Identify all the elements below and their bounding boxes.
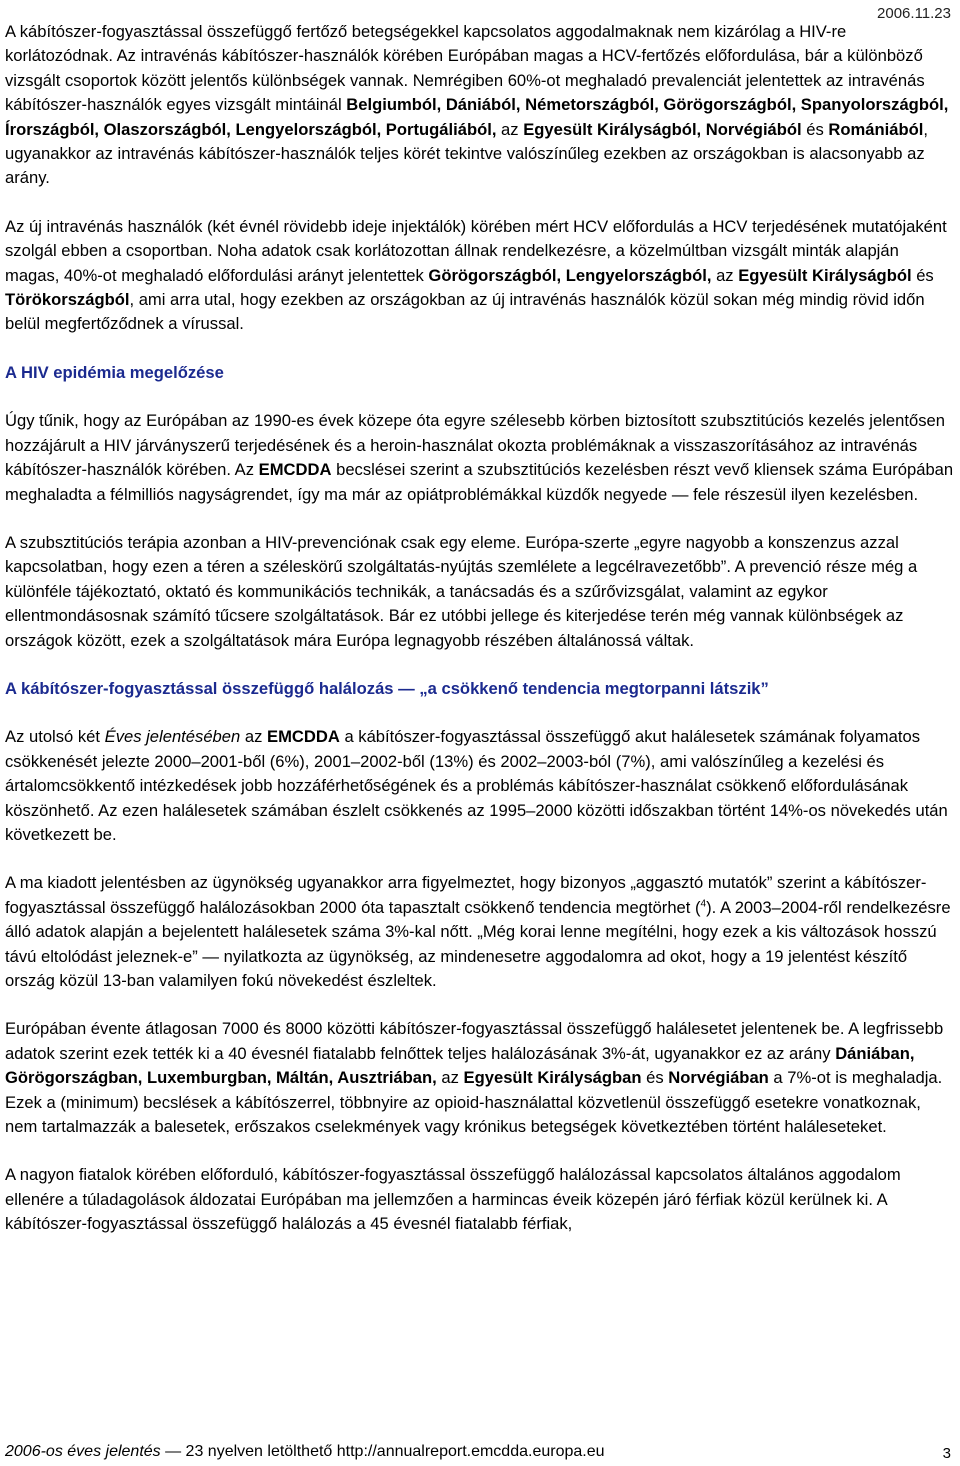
document-body	[5, 20, 957, 1261]
page-number: 3	[942, 1445, 951, 1462]
paragraph-prevention: A szubsztitúciós terápia azonban a HIV-prevenciónak csak egy eleme. Európa-szerte „egyre nagyobb a konszenzus azzal kapcsolatban, hogy ezen a téren a széleskörű szolgáltatás-nyújtás szemlélete a legcélravezetőbb”. A prevenció része még a különféle tájékoztató, oktató és kommunikációs technikák, a tanácsadás és a szűrővizsgálat, valamint az egykor ellentmondásosnak számító tűcsere szolgáltatások. Bár ez utóbbi jellege és kiterjedése terén még vannak különbségek az országok között, ezek a szolgáltatások mára Európa legnagyobb részében általánossá váltak.	[5, 532, 918, 650]
section-heading-hiv-prevention: A HIV epidémia megelőzése	[5, 362, 224, 382]
paragraph-hcv-prevalence: A kábítószer-fogyasztással összefüggő fertőző betegségekkel kapcsolatos aggodalmaknak nem kizárólag a HIV-re korlátozódnak. Az intravénás kábítószer-használók körében Európában magas a HCV-fertőzés előfordulása, bár a különböző vizsgált csoportok között jelentős különbségek vannak. Nemrégiben 60%-ot meghaladó prevalenciát jelentettek az intravénás kábítószer-használók egyes vizsgált mintáinál Belgiumból, Dániából, Németországból, Görögországból, Spanyolországból, Írországból, Olaszországból, Lengyelországból, Portugáliából, az Egyesült Királyságból, Norvégiából és Romániából, ugyanakkor az intravénás kábítószer-használók teljes körét tekintve valószínűleg ezekben az országokban is alacsonyabb az arány.	[5, 22, 949, 188]
paragraph-annual-deaths: Európában évente átlagosan 7000 és 8000 közötti kábítószer-fogyasztással összefüggő halálesetet jelentenek be. A legfrissebb adatok szerint ezek tették ki a 40 évesnél fiatalabb felnőttek teljes halálozásának 3%-át, ugyanakkor ez az arány Dániában, Görögországban, Luxemburgban, Máltán, Ausztriában, az Egyesült Királyságban és Norvégiában a 7%-ot is meghaladja. Ezek a (minimum) becslések a kábítószerrel, többnyire az opioid-használattal közvetlenül összefüggő esetekre vonatkoznak, nem tartalmazzák a balesetek, erőszakos cselekmények vagy krónikus betegségek következtében történt haláleseteket.	[5, 1019, 944, 1137]
page-footer: 2006-os éves jelentés — 23 nyelven letölthető http://annualreport.emcdda.europa.eu	[5, 1443, 605, 1460]
paragraph-new-users: Az új intravénás használók (két évnél rövidebb ideje injektálók) körében mért HCV előfordulás a HCV terjedésének mutatójaként szolgál ebben a csoportban. Noha adatok csak korlátozottan állnak rendelkezésre, a közelmúltban vizsgált minták alapján magas, 40%-ot meghaladó előfordulási arányt jelentettek Görögországból, Lengyelországból, az Egyesült Királyságból és Törökországból, ami arra utal, hogy ezekben az országokban az új intravénás használók közül sokan még mindig rövid időn belül megfertőződnek a vírussal.	[5, 216, 947, 334]
paragraph-young-victims: A nagyon fiatalok körében előforduló, kábítószer-fogyasztással összefüggő halálozással kapcsolatos általános aggodalom ellenére a túladagolások áldozatai Európában ma jellemzően a harmincas éveik közepén járó férfiak közül kerülnek ki. A kábítószer-fogyasztással összefüggő halálozás a 45 évesnél fiatalabb férfiak,	[5, 1165, 901, 1234]
footnote-ref: 4	[700, 898, 707, 910]
print-date: 2006.11.23	[877, 5, 951, 22]
paragraph-warning: A ma kiadott jelentésben az ügynökség ugyanakkor arra figyelmeztet, hogy bizonyos „aggasztó mutatók” szerint a kábítószer-fogyasztással összefüggő halálozásokban 2000 óta tapasztalt csökkenő tendencia megtörhet ($^4$). A 2003–2004-ről rendelkezésre álló adatok alapján a bejelentett halálesetek száma 3%-kal nőtt. „Még korai lenne megítélni, hogy ezek a kis változások hosszú távú eltolódást jeleznek-e” — nyilatkozta az ügynökség, az mindenesetre aggodalomra ad okot, hogy a 19 jelentést készítő ország közül 13-ban valamilyen fokú növekedést észleltek.	[5, 873, 951, 990]
paragraph-annual-report: Az utolsó két Éves jelentésében az EMCDDA a kábítószer-fogyasztással összefüggő akut halálesetek számának folyamatos csökkenését jelezte 2000–2001-ből (6%), 2001–2002-ből (13%) és 2002–2003-ból (7%), ami valószínűleg a kezelési és ártalomcsökkentő intézkedések jobb hozzáférhetőségének és a problémás kábítószer-használat csökkenő előfordulásának köszönhető. Az ezen halálesetek számában észlelt csökkenés az 1995–2000 közötti időszakban történt 14%-os növekedés után következett be.	[5, 727, 948, 844]
paragraph-substitution: Úgy tűnik, hogy az Európában az 1990-es évek közepe óta egyre szélesebb körben biztosított szubsztitúciós kezelés jelentősen hozzájárult a HIV járványszerű terjedésének és a heroin-használat okozta problémáknak a visszaszorításához az intravénás kábítószer-használók körében. Az EMCDDA becslései szerint a szubsztitúciós kezelésben részt vevő kliensek száma Európában meghaladta a félmilliós nagyságrendet, így ma már az opiátproblémákkal küzdők negyede — fele részesül ilyen kezelésben.	[5, 411, 954, 504]
section-heading-drug-deaths: A kábítószer-fogyasztással összefüggő halálozás — „a csökkenő tendencia megtorpanni látszik”	[5, 678, 769, 698]
